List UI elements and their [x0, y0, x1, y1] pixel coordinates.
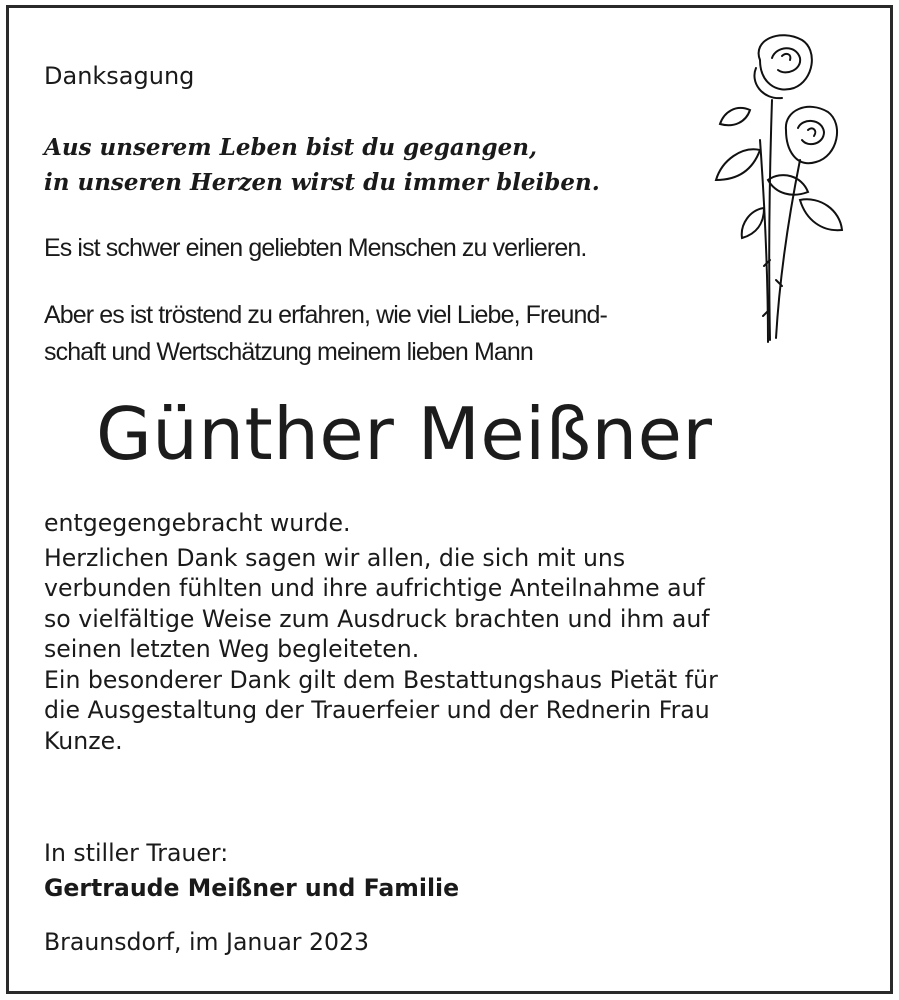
body-line: Kunze. — [44, 726, 123, 755]
paragraph-line: Aber es ist tröstend zu erfahren, wie viel Liebe, Freund- — [44, 301, 607, 329]
paragraph-line: schaft und Wertschätzung meinem lieben Mann — [44, 338, 533, 366]
body-line: seinen letzten Weg begleiteten. — [44, 635, 420, 663]
body-line: so vielfältige Weise zum Ausdruck brachten und ihm auf — [44, 604, 710, 633]
body-line: die Ausgestaltung der Trauerfeier und der Rednerin Frau — [44, 696, 710, 724]
quote-line: Aus unserem Leben bist du gegangen, — [44, 134, 537, 161]
notice-heading: Danksagung — [44, 62, 195, 90]
signature-block — [44, 836, 459, 906]
memorial-quote — [44, 130, 600, 200]
body-line: verbunden fühlten und ihre aufrichtige Anteilnahme auf — [44, 574, 705, 602]
mourning-label: In stiller Trauer: — [44, 839, 229, 867]
roses-illustration-icon — [690, 20, 850, 350]
quote-line: in unseren Herzen wirst du immer bleiben. — [44, 169, 600, 196]
paragraph-loss: Es ist schwer einen geliebten Menschen zu verlieren. — [44, 234, 587, 262]
place-date: Braunsdorf, im Januar 2023 — [44, 928, 370, 956]
body-line: Ein besonderer Dank gilt dem Bestattungshaus Pietät für — [44, 665, 718, 694]
deceased-name: Günther Meißner — [96, 392, 713, 476]
body-line: Herzlichen Dank sagen wir allen, die sich mit uns — [44, 543, 626, 572]
thanks-body — [44, 508, 718, 756]
paragraph-comfort — [44, 297, 607, 371]
body-line: entgegengebracht wurde. — [44, 509, 351, 537]
family-name: Gertraude Meißner und Familie — [44, 874, 460, 902]
